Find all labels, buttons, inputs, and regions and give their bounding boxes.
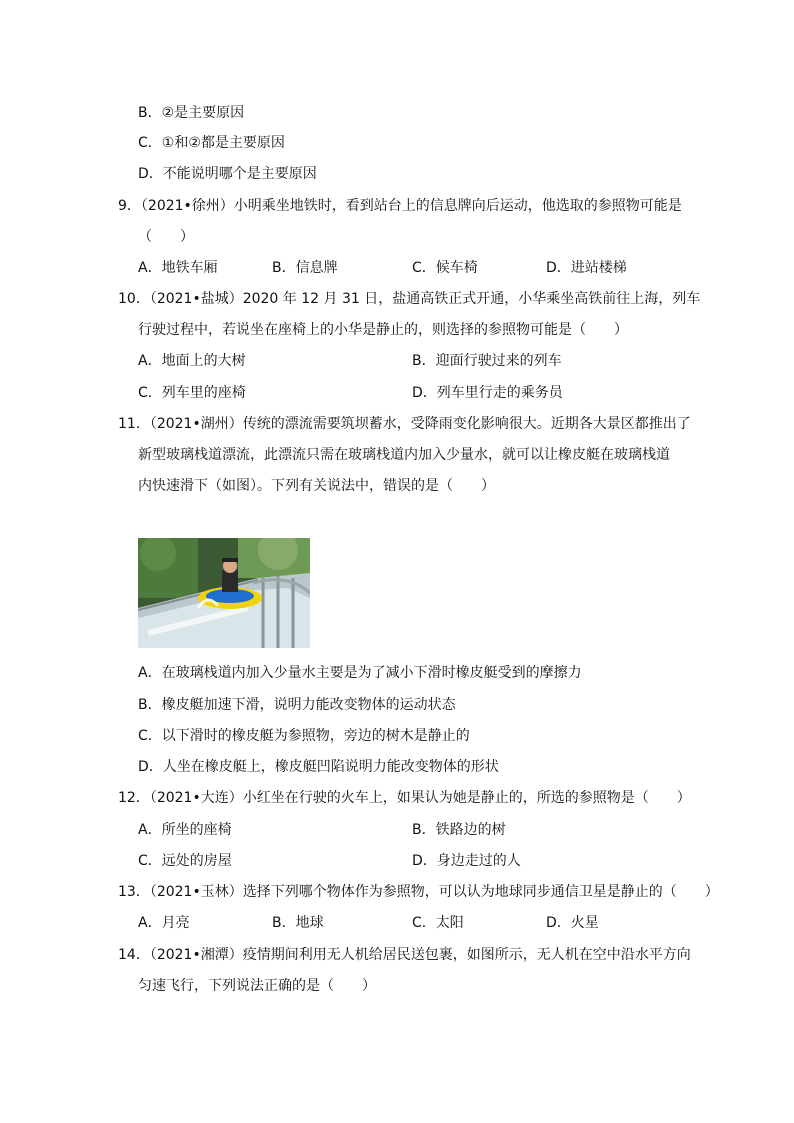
q10-option-d: D．列车里行走的乘务员 xyxy=(412,385,563,401)
q9-option-c: C．候车椅 xyxy=(412,260,478,276)
q9-option-d: D．进站楼梯 xyxy=(546,260,627,276)
q11-stem-line3: 内快速滑下（如图）。下列有关说法中，错误的是（ ） xyxy=(138,478,495,494)
q12-stem-line1: 12．（2021•大连）小红坐在行驶的火车上，如果认为她是静止的，所选的参照物是（ ） xyxy=(118,790,691,806)
q9-option-b: B．信息牌 xyxy=(272,260,338,276)
q11-option-c: C．以下滑时的橡皮艇为参照物，旁边的树木是静止的 xyxy=(138,728,470,744)
q11-option-a: A．在玻璃栈道内加入少量水主要是为了减小下滑时橡皮艇受到的摩擦力 xyxy=(138,665,582,681)
q13-option-c: C．太阳 xyxy=(412,915,464,931)
q9-option-a: A．地铁车厢 xyxy=(138,260,218,276)
q10-option-b: B．迎面行驶过来的列车 xyxy=(412,353,562,369)
q12-option-c: C．远处的房屋 xyxy=(138,853,232,869)
q10-option-c: C．列车里的座椅 xyxy=(138,385,246,401)
q11-stem-line2: 新型玻璃栈道漂流，此漂流只需在玻璃栈道内加入少量水，就可以让橡皮艇在玻璃栈道 xyxy=(138,447,670,463)
q10-stem-line1: 10．（2021•盐城）2020 年 12 月 31 日，盐通高铁正式开通，小华乘坐高铁前往上海，列车 xyxy=(118,291,701,307)
q12-option-a: A．所坐的座椅 xyxy=(138,822,232,838)
q11-stem-line1: 11．（2021•湖州）传统的漂流需要筑坝蓄水，受降雨变化影响很大。近期各大景区都推出了 xyxy=(118,416,691,432)
q10-option-a: A．地面上的大树 xyxy=(138,353,246,369)
q10-stem-line2: 行驶过程中，若说坐在座椅上的小华是静止的，则选择的参照物可能是（ ） xyxy=(138,322,628,338)
q13-option-d: D．火星 xyxy=(546,915,599,931)
q14-stem-line1: 14．（2021•湘潭）疫情期间利用无人机给居民送包裹，如图所示，无人机在空中沿水平方向 xyxy=(118,947,691,963)
q13-stem-line1: 13．（2021•玉林）选择下列哪个物体作为参照物，可以认为地球同步通信卫星是静止的（ ） xyxy=(118,884,719,900)
q12-option-d: D．身边走过的人 xyxy=(412,853,521,869)
q12-option-b: B．铁路边的树 xyxy=(412,822,506,838)
q8-option-c: C．①和②都是主要原因 xyxy=(138,135,285,151)
q13-option-b: B．地球 xyxy=(272,915,324,931)
glass-slide-rafting-photo xyxy=(138,538,310,648)
q13-option-a: A．月亮 xyxy=(138,915,190,931)
q8-option-d: D．不能说明哪个是主要原因 xyxy=(138,166,317,182)
q8-option-b: B．②是主要原因 xyxy=(138,105,245,121)
q9-stem-line2: （ ） xyxy=(138,229,194,245)
q14-stem-line2: 匀速飞行，下列说法正确的是（ ） xyxy=(138,978,376,994)
q11-option-b: B．橡皮艇加速下滑，说明力能改变物体的运动状态 xyxy=(138,697,456,713)
q11-option-d: D．人坐在橡皮艇上，橡皮艇凹陷说明力能改变物体的形状 xyxy=(138,759,499,775)
q9-stem-line1: 9．（2021•徐州）小明乘坐地铁时，看到站台上的信息牌向后运动，他选取的参照物可能是 xyxy=(118,198,682,214)
